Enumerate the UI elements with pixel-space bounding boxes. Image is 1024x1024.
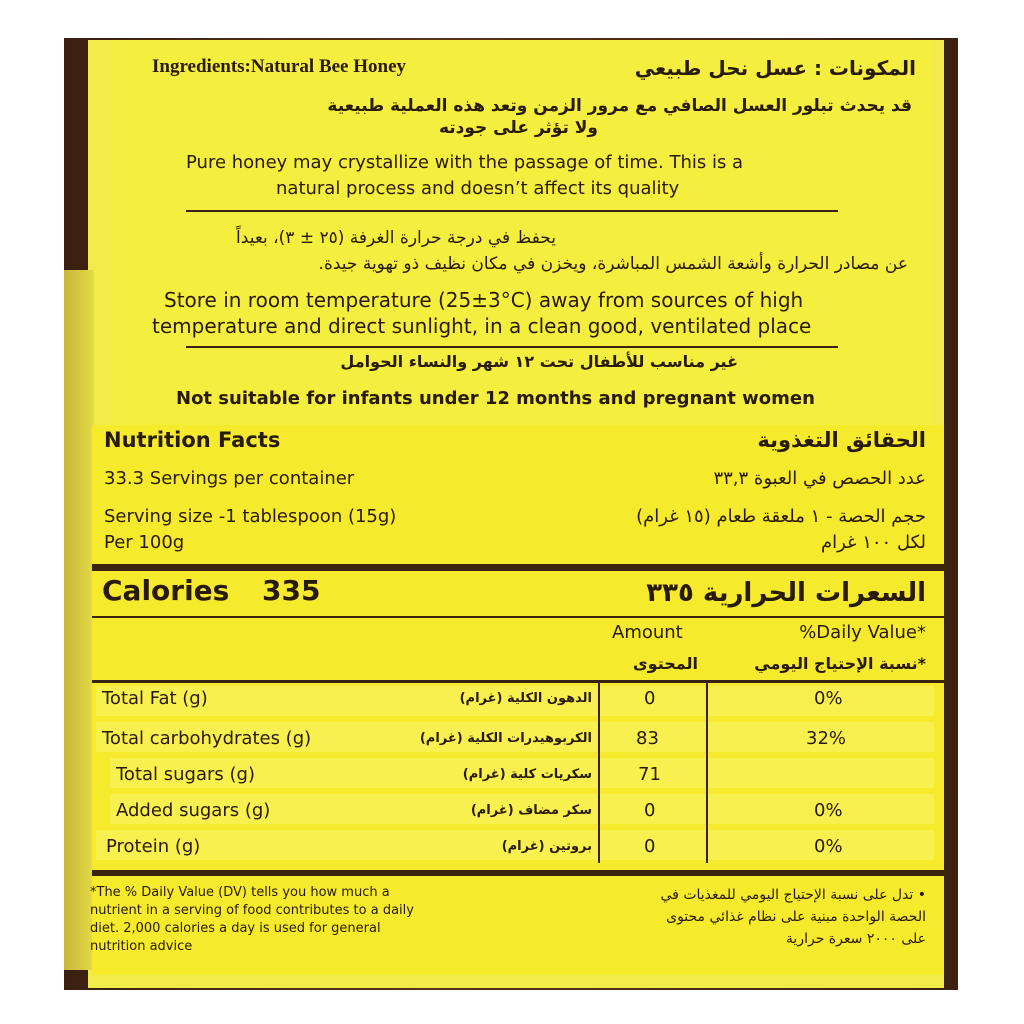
row-protein-label-en: Protein (g) — [106, 836, 201, 857]
crystallize-en-line1: Pure honey may crystallize with the passage of time. This is a — [186, 152, 744, 173]
row-protein-amount: 0 — [644, 836, 656, 857]
table-bottom-rule — [92, 870, 944, 876]
footnote-en-line: nutrient in a serving of food contributes to a daily — [90, 903, 414, 918]
amount-header-ar: المحتوى — [633, 654, 698, 673]
servings-en: 33.3 Servings per container — [104, 468, 355, 489]
row-fat-dv: 0% — [814, 688, 843, 709]
calories-value: 335 — [262, 574, 321, 607]
calories-rule-thick — [92, 564, 944, 571]
nutrition-title-ar: الحقائق التغذوية — [757, 428, 926, 452]
storage-ar-line1: يحفظ في درجة حرارة الغرفة (٢٥ ± ٣)، بعيداً — [236, 228, 556, 248]
row-fat-amount: 0 — [644, 688, 656, 709]
row-added-sugars-label-ar: سكر مضاف (غرام) — [470, 803, 592, 818]
storage-ar-line2: عن مصادر الحرارة وأشعة الشمس المباشرة، ويخزن في مكان نظيف ذو تهوية جيدة. — [318, 254, 908, 274]
label-curve-shade — [64, 270, 94, 970]
divider-1 — [186, 210, 838, 212]
dv-header-ar: *نسبة الإحتياج اليومي — [754, 654, 926, 673]
row-sugars-label-en: Total sugars (g) — [116, 764, 255, 785]
footnote-ar-line: على ٢٠٠٠ سعرة حرارية — [785, 931, 926, 947]
row-sugars-amount: 71 — [638, 764, 661, 785]
divider-2 — [186, 346, 838, 348]
crystallize-en-line2: natural process and doesn’t affect its quality — [276, 178, 680, 199]
serving-size-ar: حجم الحصة - ١ ملعقة طعام (١٥ غرام) — [636, 506, 926, 527]
footnote-ar — [661, 884, 926, 950]
footnote-en-line: *The % Daily Value (DV) tells you how much a — [90, 885, 390, 900]
row-carbs-amount: 83 — [636, 728, 659, 749]
calories-label-en: Calories — [102, 574, 230, 607]
footnote-en-line: diet. 2,000 calories a day is used for general — [90, 921, 381, 936]
row-fat-label-en: Total Fat (g) — [102, 688, 208, 709]
row-carbs-label-ar: الكربوهيدرات الكلية (غرام) — [419, 731, 592, 746]
serving-size-en: Serving size -1 tablespoon (15g) — [104, 506, 397, 527]
servings-ar: عدد الحصص في العبوة ٣٣,٣ — [713, 468, 926, 489]
amount-header-en: Amount — [612, 622, 683, 643]
ingredients-en: Ingredients:Natural Bee Honey — [152, 56, 407, 77]
per-100g-en: Per 100g — [104, 532, 185, 553]
warning-ar: غير مناسب للأطفال تحت ١٢ شهر والنساء الحوامل — [340, 352, 738, 371]
row-sugars-label-ar: سكريات كلية (غرام) — [462, 767, 592, 782]
footnote-ar-line: • تدل على نسبة الإحتياج اليومي للمغذيات في — [660, 887, 926, 903]
row-carbs-dv: 32% — [806, 728, 847, 749]
table-top-rule — [92, 680, 944, 683]
row-protein-dv: 0% — [814, 836, 843, 857]
calories-rule-bottom — [92, 616, 944, 618]
footnote-en-line: nutrition advice — [90, 939, 193, 954]
storage-en-line2: temperature and direct sunlight, in a clean good, ventilated place — [152, 314, 812, 338]
row-added-sugars-label-en: Added sugars (g) — [116, 800, 271, 821]
row-added-sugars-amount: 0 — [644, 800, 656, 821]
row-fat-label-ar: الدهون الكلية (غرام) — [459, 691, 592, 706]
crystallize-ar-line1: قد يحدث تبلور العسل الصافي مع مرور الزمن وتعد هذه العملية طبيعية — [327, 96, 912, 116]
row-carbs-label-en: Total carbohydrates (g) — [102, 728, 312, 749]
row-added-sugars-dv: 0% — [814, 800, 843, 821]
ingredients-ar: المكونات : عسل نحل طبيعي — [634, 56, 916, 80]
crystallize-ar-line2: ولا تؤثر على جودته — [438, 118, 598, 138]
table-col-divider-2 — [706, 683, 708, 863]
footnote-en — [90, 884, 414, 956]
storage-en-line1: Store in room temperature (25±3°C) away from sources of high — [164, 288, 804, 312]
row-protein-label-ar: بروتين (غرام) — [501, 839, 592, 854]
per-100g-ar: لكل ١٠٠ غرام — [820, 532, 926, 553]
dv-header-en: *Daily Value% — [799, 622, 926, 643]
footnote-ar-line: الحصة الواحدة مبنية على نظام غذائي محتوى — [666, 909, 926, 925]
warning-en: Not suitable for infants under 12 months and pregnant women — [176, 388, 815, 409]
table-col-divider-1 — [598, 683, 600, 863]
nutrition-title-en: Nutrition Facts — [104, 428, 281, 452]
calories-ar: السعرات الحرارية ٣٣٥ — [646, 578, 926, 608]
